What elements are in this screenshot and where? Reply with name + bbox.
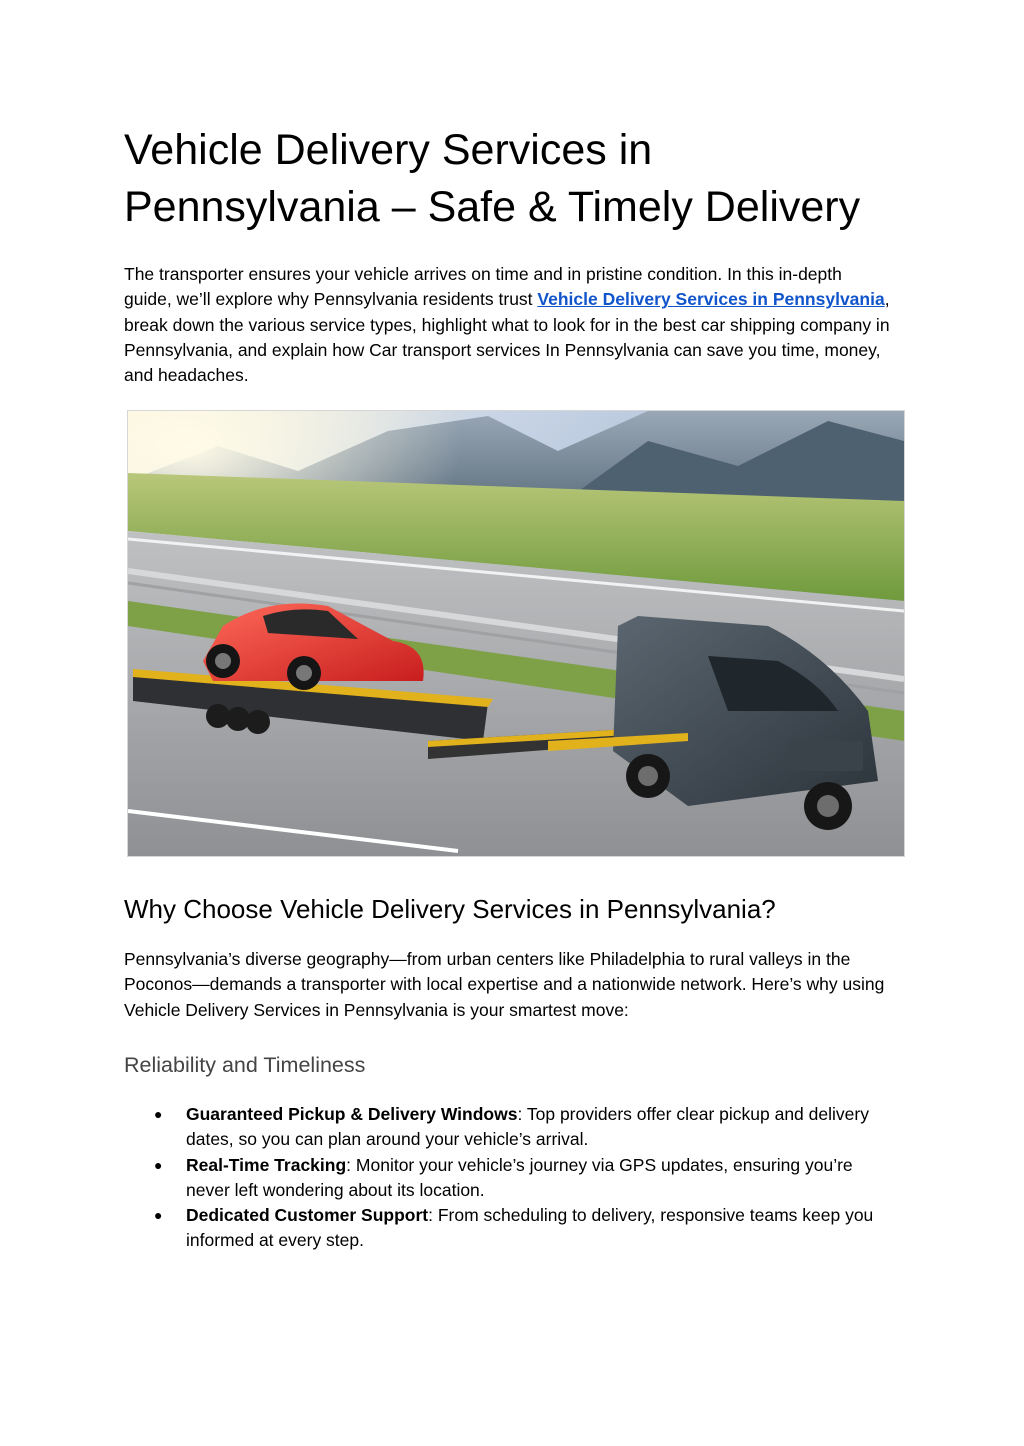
list-item <box>124 1203 886 1254</box>
intro-text-after: , break down the various service types, highlight what to look for in the best car shipping company in Pennsylvania, and explain how Car transport services In Pennsylvania can save you time, money, and headaches. <box>124 289 890 386</box>
page-title: Vehicle Delivery Services in Pennsylvania – Safe & Timely Delivery <box>124 126 861 231</box>
bullet-bold: Dedicated Customer Support <box>186 1205 429 1226</box>
bullet-icon: ● <box>154 1156 163 1173</box>
reliability-bullet-list <box>124 1102 904 1254</box>
list-item <box>124 1102 886 1153</box>
section-subheading: Reliability and Timeliness <box>124 1053 366 1077</box>
hero-image <box>127 410 905 857</box>
section-heading: Why Choose Vehicle Delivery Services in Pennsylvania? <box>124 894 776 924</box>
bullet-text: : Monitor your vehicle’s journey via GPS updates, ensuring you’re never left wondering about its location. <box>186 1154 853 1200</box>
intro-text-before: The transporter ensures your vehicle arrives on time and in pristine condition. In this in-depth guide, we’ll explore why Pennsylvania residents trust <box>124 264 842 310</box>
bullet-text: : Top providers offer clear pickup and delivery dates, so you can plan around your vehicle’s arrival. <box>186 1104 869 1150</box>
bullet-icon: ● <box>154 1207 163 1224</box>
bullet-bold: Real-Time Tracking <box>186 1154 347 1175</box>
vehicle-delivery-link[interactable]: Vehicle Delivery Services in Pennsylvania <box>537 289 885 310</box>
section-paragraph: Pennsylvania’s diverse geography—from urban centers like Philadelphia to rural valleys in the Poconos—demands a transporter with local expertise and a nationwide network. Here’s why using Vehicle Delivery Services in Pennsylvania is your smartest move: <box>124 949 885 1020</box>
bullet-bold: Guaranteed Pickup & Delivery Windows <box>186 1104 518 1124</box>
list-item <box>124 1153 886 1204</box>
bullet-text: : From scheduling to delivery, responsive teams keep you informed at every step. <box>186 1205 874 1251</box>
intro-paragraph <box>124 262 894 388</box>
bullet-icon: ● <box>154 1106 163 1122</box>
car-transport-truck-photo <box>128 411 904 856</box>
